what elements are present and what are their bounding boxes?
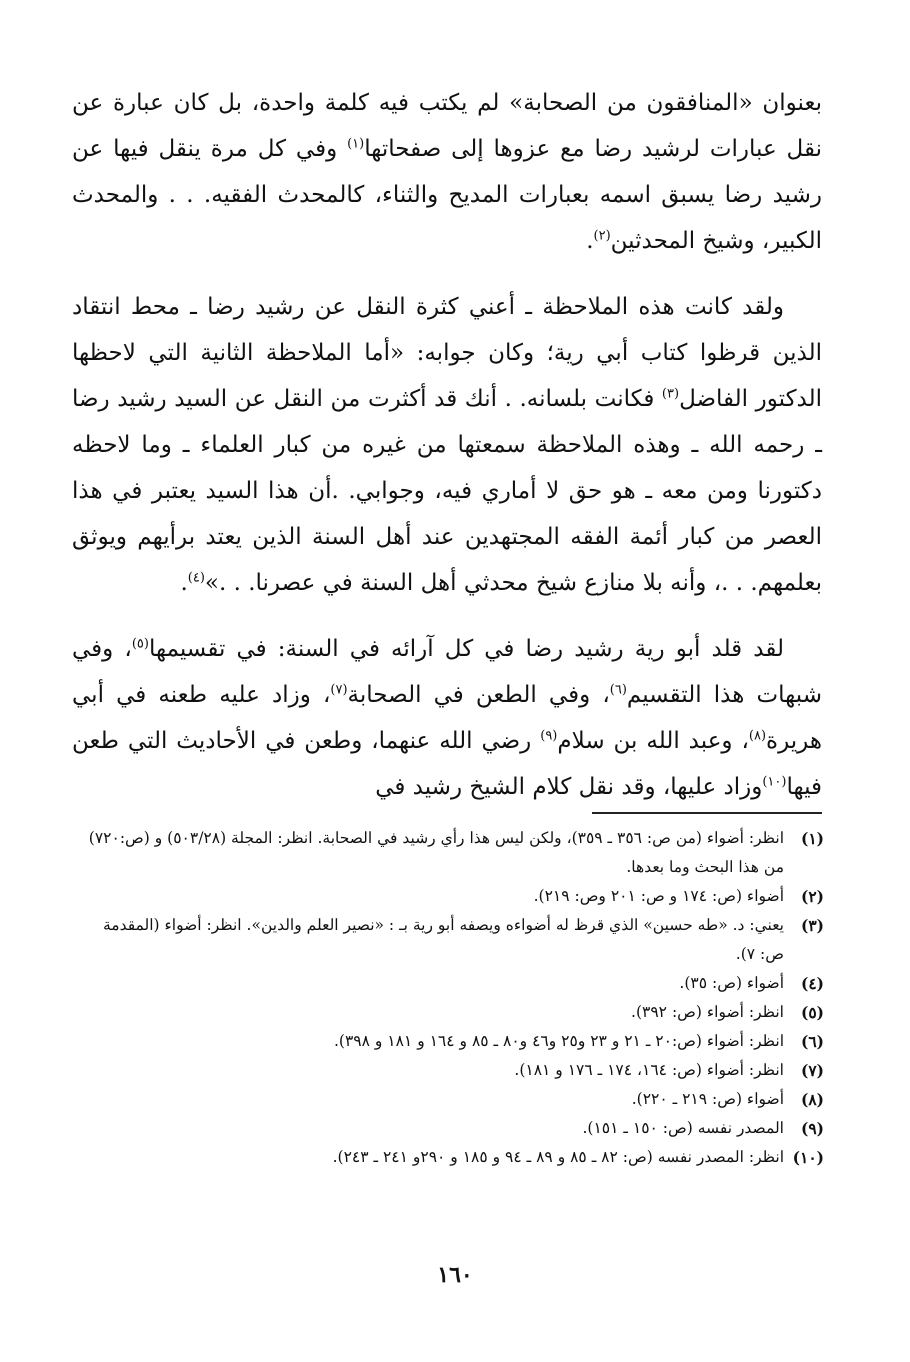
footnote-ref: (٧)	[330, 682, 348, 698]
text-run: .	[180, 570, 188, 596]
footnote	[80, 1114, 824, 1143]
footnote-separator	[592, 812, 822, 814]
footnote-number: (٩)	[800, 1119, 824, 1138]
footnote-ref: (٣)	[661, 386, 680, 402]
text-run: ، وعبد الله بن سلام	[557, 728, 749, 754]
paragraph-2	[72, 284, 822, 606]
footnote	[80, 1143, 824, 1172]
footnote-ref: (٦)	[609, 682, 627, 698]
footnote-ref: (٥)	[131, 636, 149, 652]
footnote-text: انظر: أضواء (ص:٢٠ ـ ٢١ و ٢٣ و٢٥ و٤٦ و٨٠ ـ ٨٥ و ١٦٤ و ١٨١ و ٣٩٨).	[333, 1032, 784, 1050]
footnotes-list	[80, 824, 824, 1172]
footnote-ref: (٩)	[540, 728, 558, 744]
footnote-text: انظر: أضواء (ص: ١٦٤، ١٧٤ ـ ١٧٦ و ١٨١).	[514, 1061, 784, 1079]
footnote-number: (١٠)	[792, 1148, 824, 1167]
text-run: ، وفي شبهات هذا التقسيم	[72, 636, 822, 708]
footnote-number: (١)	[800, 829, 824, 848]
text-run: رضي الله عنهما، وطعن في الأحاديث التي طعن فيها	[72, 728, 822, 800]
footnote-number: (٨)	[800, 1090, 824, 1109]
paragraph-1	[72, 80, 822, 264]
footnote	[80, 998, 824, 1027]
footnote-number: (٣)	[800, 916, 824, 935]
footnote-number: (٥)	[800, 1003, 824, 1022]
text-run: ، وفي الطعن في الصحابة	[347, 682, 610, 708]
footnote-number: (٢)	[800, 887, 824, 906]
paragraph-3	[72, 626, 822, 810]
main-text	[72, 80, 822, 830]
footnote	[80, 824, 824, 882]
footnote	[80, 882, 824, 911]
footnote-ref: (٤)	[187, 570, 205, 586]
text-run: ولقد كانت هذه الملاحظة ـ أعني كثرة النقل عن رشيد رضا ـ محط انتقاد الذين قرظوا كتاب أبي رية؛ وكان جوابه: «أما الملاحظة الثانية التي لاحظها الدكتور الفاضل	[72, 294, 822, 412]
footnote	[80, 969, 824, 998]
footnote-text: أضواء (ص: ٣٥).	[679, 974, 784, 992]
footnote	[80, 911, 824, 969]
footnote-ref: (٨)	[748, 728, 767, 744]
footnote-number: (٤)	[800, 974, 824, 993]
footnote-text: المصدر نفسه (ص: ١٥٠ ـ ١٥١).	[582, 1119, 784, 1137]
text-run: وفي كل مرة ينقل فيها عن رشيد رضا يسبق اسمه بعبارات المديح والثناء، كالمحدث الفقيه. . . والمحدث الكبير، وشيخ المحدثين	[72, 136, 822, 254]
page-number: ١٦٠	[437, 1262, 473, 1288]
footnote	[80, 1085, 824, 1114]
footnote-number: (٦)	[800, 1032, 824, 1051]
text-run: لقد قلد أبو رية رشيد رضا في كل آرائه في السنة: في تقسيمها	[148, 636, 784, 662]
text-run: ، وزاد عليه طعنه في أبي هريرة	[72, 682, 822, 754]
footnote-text: أضواء (ص: ١٧٤ و ص: ٢٠١ وص: ٢١٩).	[533, 887, 784, 905]
footnote-text: أضواء (ص: ٢١٩ ـ ٢٢٠).	[631, 1090, 784, 1108]
footnote-text: انظر: أضواء (من ص: ٣٥٦ ـ ٣٥٩)، ولكن ليس هذا رأي رشيد في الصحابة. انظر: المجلة (٥٠٣/٢٨) و (ص:٧٢٠) من هذا البحث وما بعدها.	[88, 829, 784, 876]
footnote-text: يعني: د. «طه حسين» الذي قرظ له أضواءه ويصفه أبو رية بـ : «نصير العلم والدين». انظر: أضواء (المقدمة ص: ٧).	[102, 916, 784, 963]
footnote	[80, 1056, 824, 1085]
text-run: .	[586, 228, 594, 254]
text-run: فكانت بلسانه. . أنك قد أكثرت من النقل عن السيد رشيد رضا ـ رحمه الله ـ وهذه الملاحظة سمعتها من غيره من كبار العلماء ـ وما لاحظه دكتورنا ومن معه ـ هو حق لا أماري فيه، وجوابي. .أن هذا السيد يعتبر في هذا العصر من كبار أئمة الفقه المجتهدين عند أهل السنة الذين يعتد برأيهم ويوثق بعلمهم. . .، وأنه بلا منازع شيخ محدثي أهل السنة في عصرنا. . .»	[72, 386, 822, 596]
footnote-text: انظر: أضواء (ص: ٣٩٢).	[631, 1003, 784, 1021]
text-run: وزاد عليها، وقد نقل كلام الشيخ رشيد في	[375, 774, 763, 800]
footnote-number: (٧)	[800, 1061, 824, 1080]
footnote-text: انظر: المصدر نفسه (ص: ٨٢ ـ ٨٥ و ٨٩ ـ ٩٤ و ١٨٥ و ٢٩٠و ٢٤١ ـ ٢٤٣).	[332, 1148, 784, 1166]
footnote	[80, 1027, 824, 1056]
text-run: بعنوان «المنافقون من الصحابة» لم يكتب فيه كلمة واحدة، بل كان عبارة عن نقل عبارات لرشيد رضا مع عزوها إلى صفحاتها	[72, 90, 822, 162]
footnote-ref: (١٠)	[762, 774, 787, 790]
footnote-ref: (٢)	[593, 228, 611, 244]
footnote-ref: (١)	[347, 136, 365, 152]
